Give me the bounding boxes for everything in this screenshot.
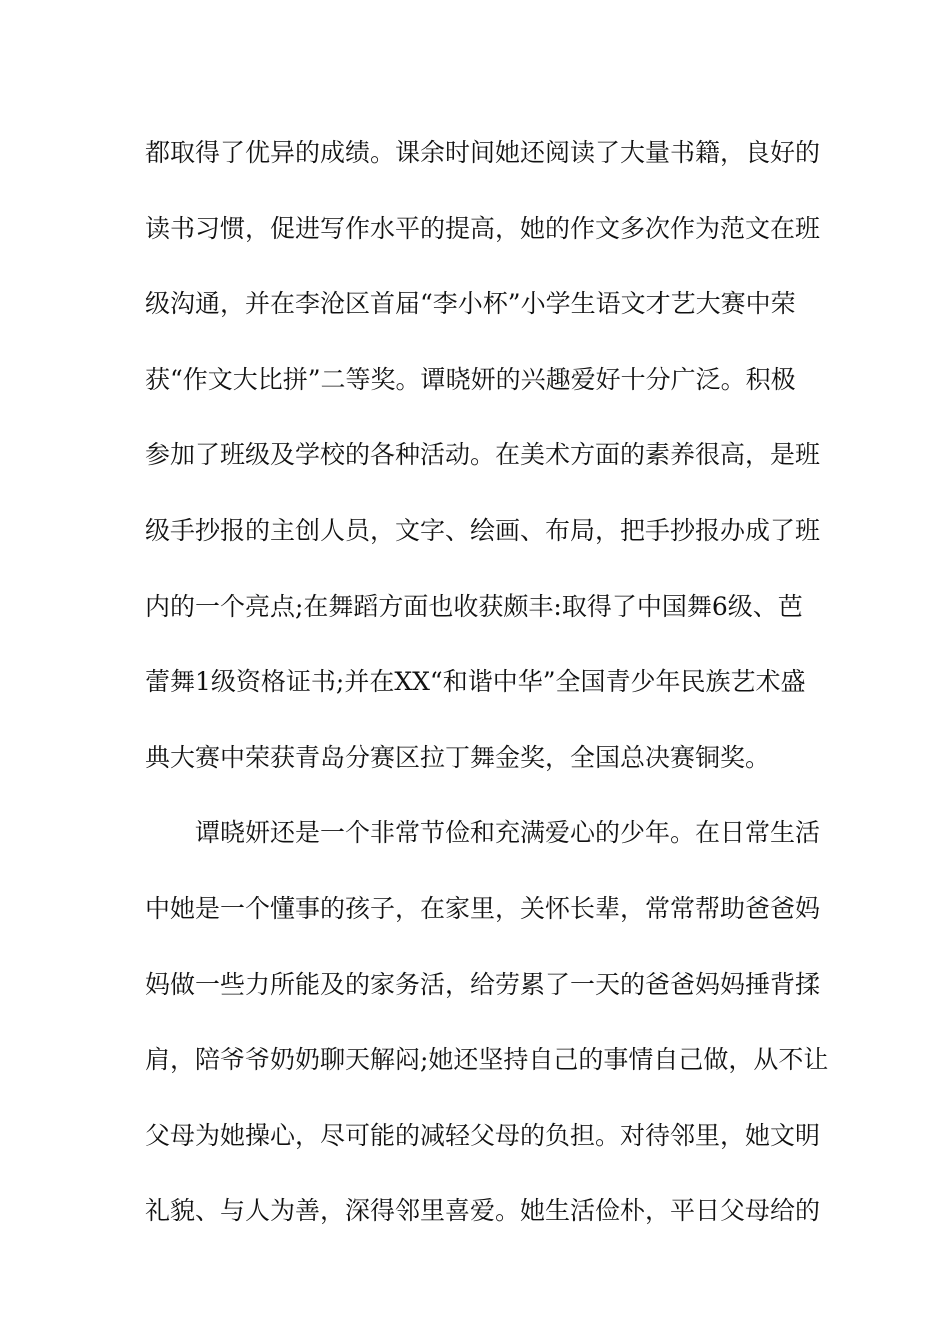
text-line: 级沟通，并在李沧区首届“李小杯”小学生语文才艺大赛中荣 [145,289,796,319]
paragraph-1 [145,132,821,812]
text-line: 参加了班级及学校的各种活动。在美术方面的素养很高，是班 [145,440,821,470]
text-line: 典大赛中荣获青岛分赛区拉丁舞金奖，全国总决赛铜奖。 [145,742,771,772]
text-line: 都取得了优异的成绩。课余时间她还阅读了大量书籍，良好的 [145,138,821,167]
text-line: 内的一个亮点;在舞蹈方面也收获颇丰:取得了中国舞6级、芭 [145,591,803,621]
text-line: 肩，陪爷爷奶奶聊天解闷;她还坚持自己的事情自己做，从不让 [145,1045,829,1075]
paragraph-2 [145,812,829,1266]
text-line: 中她是一个懂事的孩子，在家里，关怀长辈，常常帮助爸爸妈 [145,893,821,923]
text-line: 谭晓妍还是一个非常节俭和充满爱心的少年。在日常生活 [195,818,821,848]
body-text [145,132,829,1266]
text-line: 级手抄报的主创人员，文字、绘画、布局，把手抄报办成了班 [145,515,821,545]
text-line: 妈做一些力所能及的家务活，给劳累了一天的爸爸妈妈捶背揉 [145,969,821,999]
text-line: 读书习惯，促进写作水平的提高，她的作文多次作为范文在班 [145,213,821,243]
text-line: 获“作文大比拼”二等奖。谭晓妍的兴趣爱好十分广泛。积极 [145,364,796,394]
text-line: 礼貌、与人为善，深得邻里喜爱。她生活俭朴，平日父母给的 [145,1196,821,1226]
text-line: 蕾舞1级资格证书;并在XX“和谐中华”全国青少年民族艺术盛 [145,667,806,697]
text-line: 父母为她操心，尽可能的减轻父母的负担。对待邻里，她文明 [145,1120,821,1150]
